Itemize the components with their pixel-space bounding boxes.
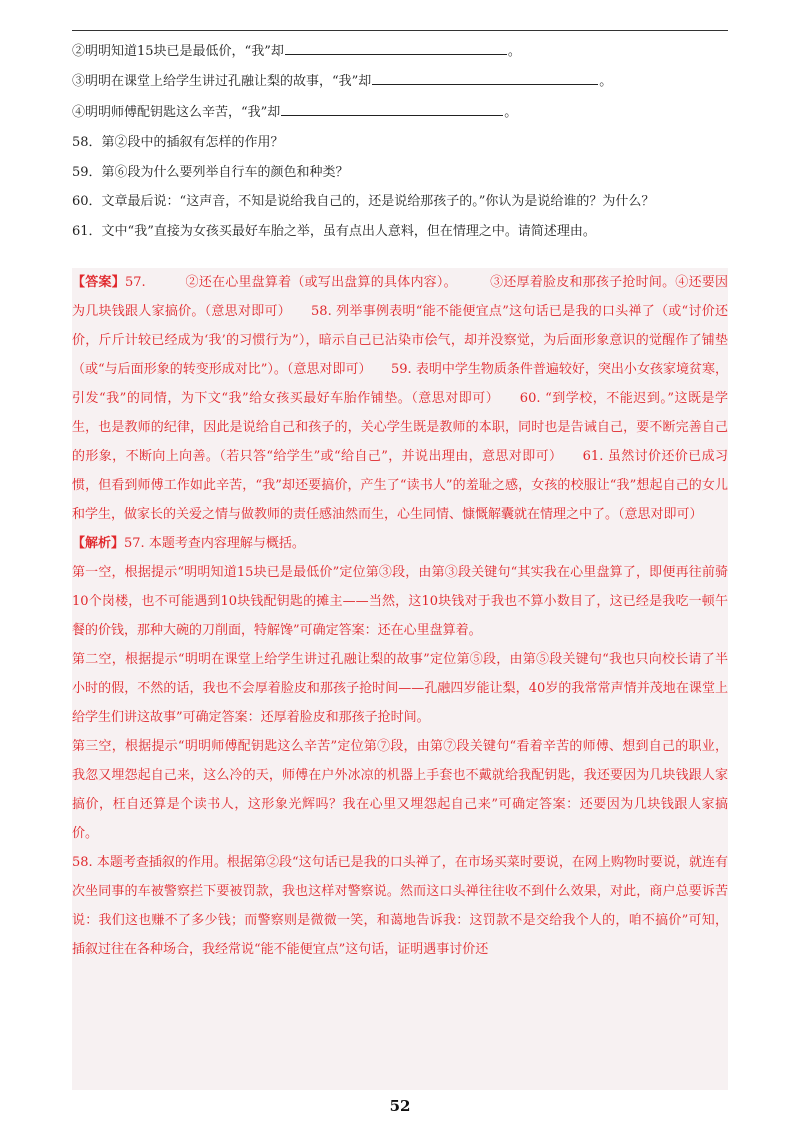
blank-item-2 (72, 40, 521, 59)
blank-item-4-end: 。 (504, 105, 518, 120)
answer-blank[interactable] (281, 103, 503, 116)
page-number: 52 (389, 1097, 411, 1115)
blank-item-3-text: ③明明在课堂上给学生讲过孔融让梨的故事，“我”却 (72, 74, 372, 89)
answer-blank[interactable] (372, 72, 598, 85)
blank-item-2-end: 。 (507, 44, 521, 59)
analysis-paragraph-2: 第二空，根据提示“明明在课堂上给学生讲过孔融让梨的故事”定位第⑤段，由第⑤段关键句“我也只向校长请了半小时的假，不然的话，我也不会厚着脸皮和那孩子抢时间——孔融四岁能让梨，40岁的我常常声情并茂地在课堂上给学生们讲这故事”可确定答案：还厚着脸皮和那孩子抢时间。 (72, 652, 728, 725)
answer-text: 57. ②还在心里盘算着（或写出盘算的具体内容）。 ③还厚着脸皮和那孩子抢时间。④还要因为几块钱跟人家搞价。（意思对即可） 58. 列举事例表明“能不能便宜点”这句话已是我的口头禅了（或“讨价还价，斤斤计较已经成为‘我’的习惯行为”），暗示自己已沾染市侩气，却并没察觉，为后面形象意识的觉醒作了铺垫（或“与后面形象的转变形成对比”）。（意思对即可） 59. 表明中学生物质条件普遍较好，突出小女孩家境贫寒，引发“我”的同情，为下文“我”给女孩买最好车胎作铺垫。（意思对即可） 60. “到学校，不能迟到。”这既是学生，也是教师的纪律，因此是说给自己和孩子的，关心学生既是教师的本职，同时也是告诫自己，要不断完善自己的形象，不断向上向善。（若只答“给学生”或“给自己”，并说出理由，意思对即可） 61. 虽然讨价还价已成习惯，但看到师傅工作如此辛苦，“我”却还要搞价，产生了“读书人”的羞耻之感，女孩的校服让“我”想起自己的女儿和学生，做家长的关爱之情与做教师的责任感油然而生，心生同情、慷慨解囊就在情理之中了。（意思对即可） (72, 275, 728, 522)
header-rule (72, 30, 728, 31)
analysis-paragraph-4: 58. 本题考查插叙的作用。根据第②段“这句话已是我的口头禅了，在市场买菜时要说，在网上购物时要说，就连有次坐同事的车被警察拦下要被罚款，我也这样对警察说。然而这口头禅往往收不到什么效果，对此，商户总要诉苦说：我们这也赚不了多少钱；而警察则是微微一笑，和蔼地告诉我：这罚款不是交给我个人的，咱不搞价”可知，插叙过往在各种场合，我经常说“能不能便宜点”这句话，证明遇事讨价还 (72, 855, 728, 957)
answer-tag: 【答案】 (72, 275, 125, 290)
analysis-intro-text: 57. 本题考查内容理解与概括。 (124, 536, 305, 551)
blank-item-3-end: 。 (599, 74, 613, 89)
answer-block (72, 268, 728, 529)
question-61: 61．文中“我”直接为女孩买最好车胎之举，虽有点出人意料，但在情理之中。请简述理由。 (72, 224, 596, 239)
question-58: 58．第②段中的插叙有怎样的作用？ (72, 135, 284, 150)
answer-section (72, 268, 728, 1090)
analysis-paragraph-3: 第三空，根据提示“明明师傅配钥匙这么辛苦”定位第⑦段，由第⑦段关键句“看着辛苦的师傅、想到自己的职业，我忽又埋怨起自己来，这么冷的天，师傅在户外冰凉的机器上手套也不戴就给我配钥匙，我还要因为几块钱跟人家搞价，枉自还算是个读书人，这形象光辉吗？我在心里又埋怨起自己来”可确定答案：还要因为几块钱跟人家搞价。 (72, 739, 728, 841)
question-60: 60．文章最后说：“这声音，不知是说给我自己的，还是说给那孩子的。”你认为是说给谁的？为什么？ (72, 194, 655, 209)
analysis-tag: 【解析】 (72, 536, 125, 551)
analysis-paragraph-1: 第一空，根据提示“明明知道15块已是最低价”定位第③段，由第③段关键句“其实我在心里盘算了，即便再往前骑10个岗楼，也不可能遇到10块钱配钥匙的摊主——当然，这10块钱对于我也不算小数目了，这已经是我吃一顿午餐的价钱，那种大碗的刀削面，特解馋”可确定答案：还在心里盘算着。 (72, 565, 728, 638)
answer-blank[interactable] (285, 42, 507, 55)
blank-item-2-text: ②明明知道15块已是最低价，“我”却 (72, 44, 284, 59)
blank-item-3 (72, 70, 612, 89)
analysis-intro (72, 529, 728, 558)
blank-item-4 (72, 101, 517, 120)
question-59: 59．第⑥段为什么要列举自行车的颜色和种类？ (72, 165, 349, 180)
blank-item-4-text: ④明明师傅配钥匙这么辛苦，“我”却 (72, 105, 281, 120)
